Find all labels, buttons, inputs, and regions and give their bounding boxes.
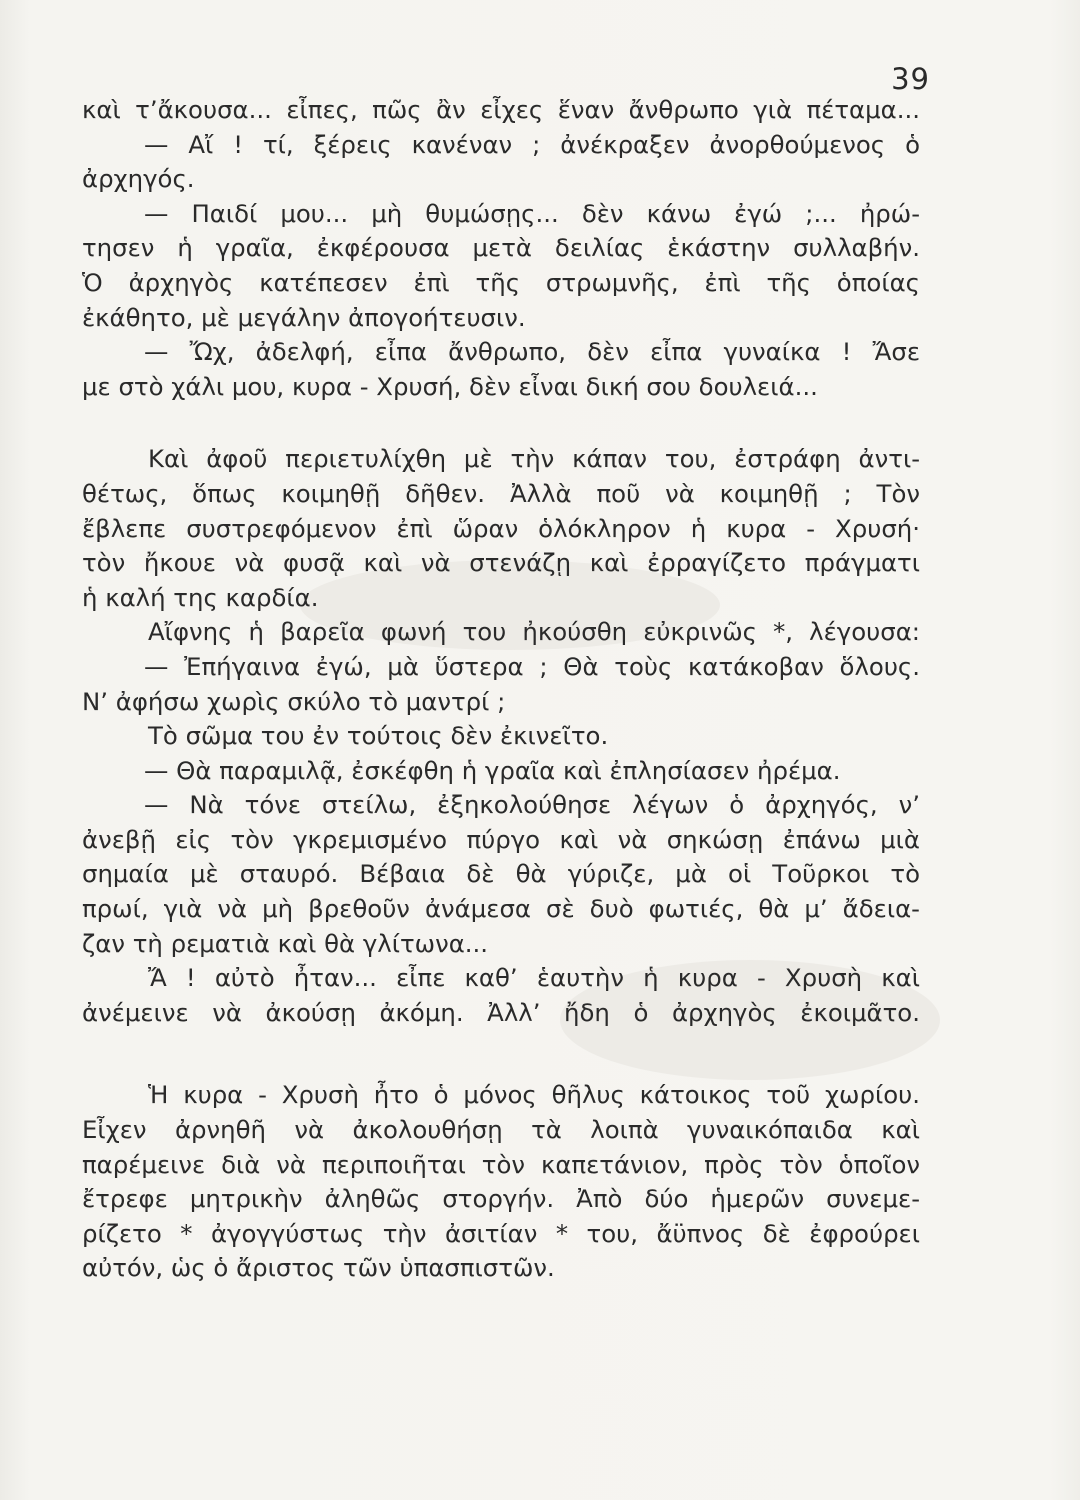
- text-line: ἀνέμεινε νὰ ἀκούσῃ ἀκόμη. Ἀλλ’ ἤδη ὁ ἀρχηγὸς ἐκοιμᾶτο.: [82, 997, 920, 1027]
- text-line: — Αἴ ! τί, ξέρεις κανέναν ; ἀνέκραξεν ἀνορθούμενος ὁ: [144, 129, 920, 159]
- text-line: θέτως, ὅπως κοιμηθῇ δῆθεν. Ἀλλὰ ποῦ νὰ κοιμηθῇ ; Τὸν: [82, 478, 920, 508]
- text-line: αὐτόν, ὡς ὁ ἄριστος τῶν ὑπασπιστῶν.: [82, 1253, 555, 1283]
- text-line: ἔτρεφε μητρικὴν ἀληθῶς στοργήν. Ἀπὸ δύο ἡμερῶν συνεμε-: [82, 1184, 920, 1214]
- paragraph-gap: [82, 404, 920, 442]
- text-line: ἔβλεπε συστρεφόμενον ἐπὶ ὥραν ὁλόκληρον ἡ κυρα - Χρυσή·: [82, 513, 920, 543]
- text-line: Ἡ κυρα - Χρυσὴ ἦτο ὁ μόνος θῆλυς κάτοικος τοῦ χωρίου.: [148, 1080, 920, 1110]
- text-line: Αἴφνης ἡ βαρεῖα φωνή του ἠκούσθη εὐκρινῶς *, λέγουσα:: [148, 617, 920, 647]
- text-line: τὸν ἤκουε νὰ φυσᾷ καὶ νὰ στενάζῃ καὶ ἐρραγίζετο πράγματι: [82, 548, 920, 578]
- text-line: — Θὰ παραμιλᾷ, ἐσκέφθη ἡ γραῖα καὶ ἐπλησίασεν ἠρέμα.: [144, 755, 841, 785]
- text-line: ρίζετο * ἀγογγύστως τὴν ἀσιτίαν * του, ἄϋπνος δὲ ἐφρούρει: [82, 1218, 920, 1248]
- text-line: — Ὤχ, ἀδελφή, εἶπα ἄνθρωπο, δὲν εἶπα γυναίκα ! Ἄσε: [144, 337, 920, 367]
- text-line: ἀρχηγός.: [82, 164, 195, 194]
- text-line: πρωί, γιὰ νὰ μὴ βρεθοῦν ἀνάμεσα σὲ δυὸ φωτιές, θὰ μ’ ἄδεια-: [82, 894, 920, 924]
- section-gap: [82, 1030, 920, 1078]
- text-line: ζαν τὴ ρεματιὰ καὶ θὰ γλίτωνα...: [82, 928, 489, 958]
- text-line: — Ἐπήγαινα ἐγώ, μὰ ὕστερα ; Θὰ τοὺς κατάκοβαν ὅλους.: [144, 651, 920, 681]
- text-line: — Παιδί μου... μὴ θυμώσῃς... δὲν κάνω ἐγώ ;... ἠρώ-: [144, 198, 920, 228]
- text-line: τησεν ἡ γραῖα, ἐκφέρουσα μετὰ δειλίας ἑκάστην συλλαβήν.: [82, 233, 920, 263]
- text-line: Ἄ ! αὐτὸ ἦταν... εἶπε καθ’ ἑαυτὴν ἡ κυρα - Χρυσὴ καὶ: [148, 963, 920, 993]
- text-line: Καὶ ἀφοῦ περιετυλίχθη μὲ τὴν κάπαν του, ἐστράφη ἀντι-: [148, 444, 920, 474]
- text-line: ἀνεβῇ εἰς τὸν γκρεμισμένο πύργο καὶ νὰ σηκώσῃ ἐπάνω μιὰ: [82, 824, 920, 854]
- text-line: ἐκάθητο, μὲ μεγάλην ἀπογοήτευσιν.: [82, 302, 526, 332]
- text-line: Τὸ σῶμα του ἐν τούτοις δὲν ἐκινεῖτο.: [148, 721, 609, 751]
- text-line: καὶ τ’ἄκουσα... εἶπες, πῶς ἂν εἶχες ἕναν ἄνθρωπο γιὰ πέταμα...: [82, 95, 920, 124]
- text-line: παρέμεινε διὰ νὰ περιποιῆται τὸν καπετάνιον, πρὸς τὸν ὁποῖον: [82, 1149, 920, 1179]
- text-line: σημαία μὲ σταυρό. Βέβαια δὲ θὰ γύριζε, μὰ οἱ Τοῦρκοι τὸ: [82, 859, 920, 889]
- text-line: — Νὰ τόνε στείλω, ἐξηκολούθησε λέγων ὁ ἀρχηγός, ν’: [144, 790, 920, 820]
- text-line: Εἶχεν ἀρνηθῆ νὰ ἀκολουθήσῃ τὰ λοιπὰ γυναικόπαιδα καὶ: [82, 1115, 920, 1145]
- text-line: ἡ καλή της καρδία.: [82, 582, 319, 612]
- text-line: Ὁ ἀρχηγὸς κατέπεσεν ἐπὶ τῆς στρωμνῆς, ἐπὶ τῆς ὁποίας: [82, 267, 920, 297]
- body-text: [82, 93, 920, 1286]
- text-line: με στὸ χάλι μου, κυρα - Χρυσή, δὲν εἶναι δική σου δουλειά...: [82, 371, 818, 401]
- text-line: Ν’ ἀφήσω χωρὶς σκύλο τὸ μαντρί ;: [82, 686, 506, 716]
- page-number: 39: [891, 62, 930, 96]
